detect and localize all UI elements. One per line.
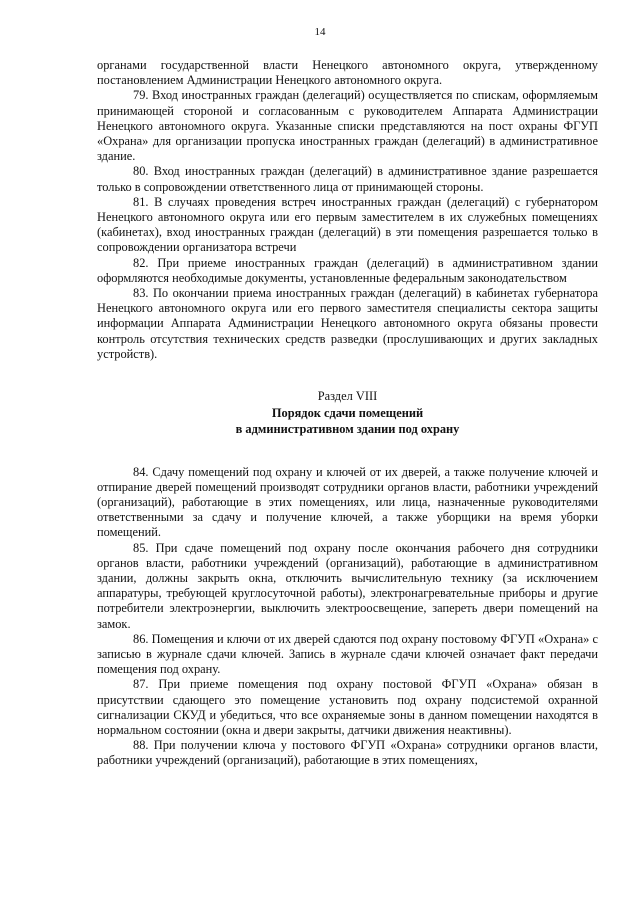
paragraph-80: 80. Вход иностранных граждан (делегаций) в административное здание разрешается только в сопровождении ответственного лица от принимающей стороны.: [97, 164, 598, 194]
paragraph-79: 79. Вход иностранных граждан (делегаций) осуществляется по спискам, оформляемым принимающей стороной и согласованным с руководителем Аппарата Администрации Ненецкого автономного округа. Указанные списки представляются на пост охраны ФГУП «Охрана» для организации пропуска иностранных граждан (делегаций) в административное здание.: [97, 88, 598, 164]
paragraph-82: 82. При приеме иностранных граждан (делегаций) в административном здании оформляются необходимые документы, установленные федеральным законодательством: [97, 255, 598, 285]
section-heading: [97, 388, 598, 438]
paragraph-86: 86. Помещения и ключи от их дверей сдаются под охрану постовому ФГУП «Охрана» с записью в журнале сдачи ключей. Запись в журнале сдачи ключей означает факт передачи помещения под охрану.: [97, 631, 598, 677]
paragraph-83: 83. По окончании приема иностранных граждан (делегаций) в кабинетах губернатора Ненецкого автономного округа или его первого заместителя специалисты сектора защиты информации Аппарата Администрации Ненецкого автономного округа обязаны провести контроль отсутствия технических средств разведки (прослушивающих и других закладных устройств).: [97, 286, 598, 361]
page-number: 14: [314, 26, 326, 38]
section-label: Раздел VIII: [317, 389, 378, 404]
paragraph-84: 84. Сдачу помещений под охрану и ключей от их дверей, а также получение ключей и отпирание дверей помещений производят сотрудники органов власти, работники учреждений (организаций), работающие в этих помещениях, или лица, назначенные руководителями ответственными за сдачу и получение ключей, а также уборщики на время уборки помещений.: [97, 464, 598, 540]
section-title-line-2: в административном здании под охрану: [235, 422, 460, 437]
paragraph-78-continuation: органами государственной власти Ненецкого автономного округа, утвержденному постановлением Администрации Ненецкого автономного округа.: [97, 58, 598, 88]
paragraph-85: 85. При сдаче помещений под охрану после окончания рабочего дня сотрудники органов власти, работники учреждений (организаций), работающие в административном здании, должны закрыть окна, отключить вычислительную технику (за исключением аппаратуры, требующей круглосуточной работы), электронагревательные приборы и другие потребители электроэнергии, выключить электроосвещение, запереть двери помещений на замок.: [97, 540, 598, 631]
paragraph-81: 81. В случаях проведения встреч иностранных граждан (делегаций) с губернатором Ненецкого автономного округа или его первым заместителем в их служебных помещениях (кабинетах), вход иностранных граждан (делегаций) в эти помещения разрешается только в сопровождении организатора встречи: [97, 194, 598, 255]
paragraph-88: 88. При получении ключа у постового ФГУП «Охрана» сотрудники органов власти, работники учреждений (организаций), работающие в этих помещениях,: [97, 738, 598, 768]
paragraph-87: 87. При приеме помещения под охрану постовой ФГУП «Охрана» обязан в присутствии сдающего это помещение установить под охрану подсистемой охранной сигнализации СКУД и убедиться, что все охраняемые зоны в данном помещении находятся в нормальном состоянии (окна и двери закрыты, датчики движения неактивны).: [97, 677, 598, 738]
section-title-line-1: Порядок сдачи помещений: [271, 405, 424, 420]
document-body: [97, 58, 598, 769]
